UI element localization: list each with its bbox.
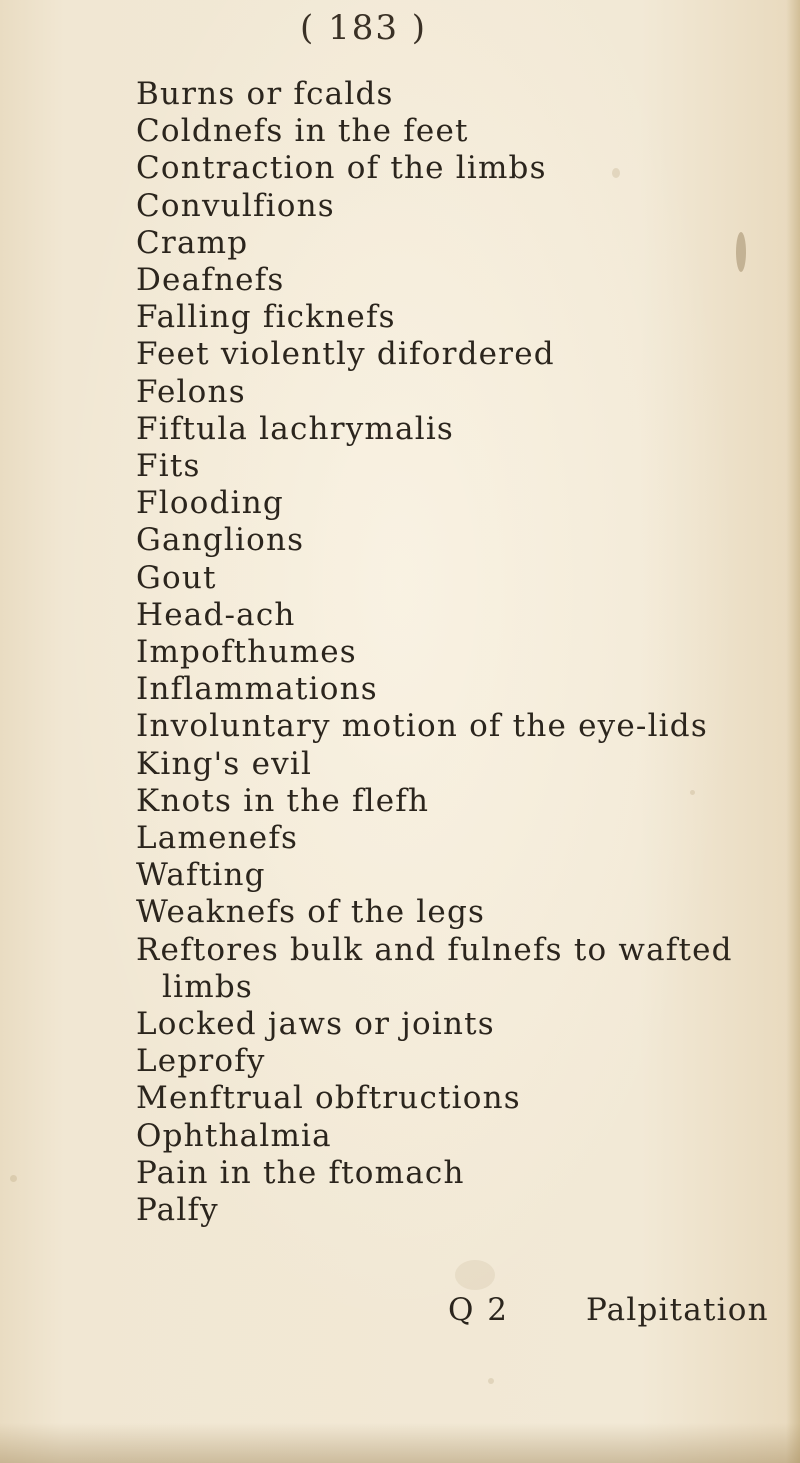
foxing-spot: [455, 1260, 495, 1290]
page-edge-shadow: [0, 1423, 800, 1463]
list-item: Knots in the flefh: [136, 782, 430, 819]
catchword: Palpitation: [586, 1292, 769, 1328]
list-item: Fiftula lachrymalis: [136, 410, 455, 447]
list-item: Involuntary motion of the eye-lids: [136, 708, 708, 745]
list-item: Ganglions: [136, 522, 305, 559]
list-item: Contraction of the limbs: [136, 150, 547, 187]
list-item: Cramp: [136, 224, 249, 261]
list-item: Menftrual obftructions: [136, 1080, 521, 1117]
list-item: Feet violently difordered: [136, 336, 555, 373]
list-item: Coldnefs in the feet: [136, 113, 469, 150]
list-item: Locked jaws or joints: [136, 1006, 495, 1043]
list-item: Falling ficknefs: [136, 299, 396, 336]
list-item-continuation: limbs: [162, 968, 253, 1005]
list-item: Wafting: [136, 857, 266, 894]
list-item: King's evil: [136, 745, 313, 782]
list-item: Deafnefs: [136, 262, 285, 299]
list-item: Impofthumes: [136, 634, 357, 671]
disease-list: [136, 76, 776, 1229]
page-edge-shadow: [786, 0, 800, 1463]
list-item: Reftores bulk and fulnefs to wafted: [136, 931, 733, 968]
list-item: Pain in the ftomach: [136, 1154, 465, 1191]
list-item: Burns or fcalds: [136, 76, 394, 112]
list-item: Head-ach: [136, 596, 296, 633]
list-item: Felons: [136, 373, 246, 410]
page-number-header: ( 183 ): [300, 8, 428, 48]
foxing-spot: [488, 1378, 494, 1384]
list-item: Leprofy: [136, 1043, 266, 1080]
list-item: Convulfions: [136, 187, 335, 224]
list-item: Weaknefs of the legs: [136, 894, 486, 931]
list-item: Ophthalmia: [136, 1117, 332, 1154]
list-item: Lamenefs: [136, 820, 299, 857]
list-item: Fits: [136, 448, 201, 485]
signature-mark: Q 2: [448, 1292, 509, 1328]
page-footer: [0, 1292, 800, 1336]
foxing-spot: [10, 1175, 17, 1182]
list-item: Palfy: [136, 1192, 219, 1229]
list-item: Flooding: [136, 485, 284, 522]
list-item: Inflammations: [136, 671, 378, 708]
list-item: Gout: [136, 559, 217, 596]
